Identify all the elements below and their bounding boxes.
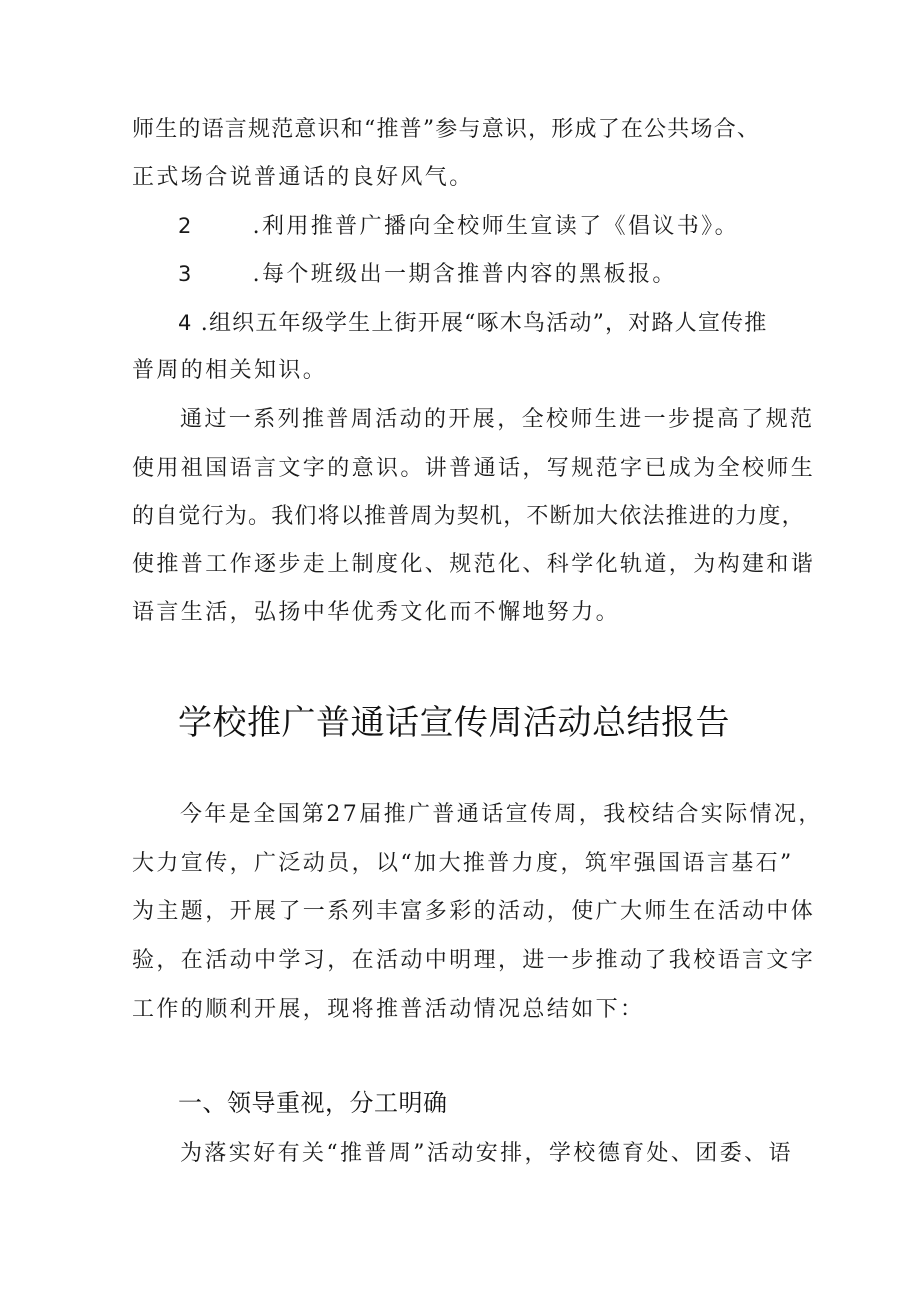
- paragraph-line: 师生的语言规范意识和“推普”参与意识，形成了在公共场合、: [132, 117, 761, 142]
- paragraph-line: 为落实好有关“推普周”活动安排，学校德育处、团委、语: [180, 1141, 793, 1166]
- list-item-number: 4: [178, 311, 193, 335]
- paragraph-line: 今年是全国第27届推广普通话宣传周，我校结合实际情况，: [180, 802, 823, 827]
- paragraph-line: 使推普工作逐步走上制度化、规范化、科学化轨道，为构建和谐: [132, 552, 816, 577]
- list-item-number: 2: [178, 214, 194, 238]
- paragraph-line: 正式场合说普通话的良好风气。: [132, 165, 474, 190]
- section-heading: 一、领导重视，分工明确: [178, 1089, 448, 1117]
- list-item-number: 3: [178, 262, 194, 286]
- list-item-text: .组织五年级学生上街开展“啄木鸟活动”，对路人宣传推: [200, 311, 768, 336]
- list-item: [178, 308, 767, 339]
- paragraph-line: 验，在活动中学习，在活动中明理，进一步推动了我校语言文字: [132, 948, 816, 973]
- page-title: 学校推广普通话宣传周活动总结报告: [178, 703, 730, 743]
- paragraph-line: 大力宣传，广泛动员，以“加大推普力度，筑牢强国语言基石”: [132, 851, 794, 876]
- paragraph-line: 的自觉行为。我们将以推普周为契机，不断加大依法推进的力度，: [132, 504, 805, 529]
- list-item-text: .每个班级出一期含推普内容的黑板报。: [252, 262, 677, 287]
- paragraph-line: 使用祖国语言文字的意识。讲普通话，写规范字已成为全校师生: [132, 456, 816, 481]
- list-item-text: .利用推普广播向全校师生宣读了《倡议书》。: [252, 214, 739, 239]
- paragraph-line: 为主题，开展了一系列丰富多彩的活动，使广大师生在活动中体: [132, 899, 816, 924]
- list-item: [178, 259, 677, 290]
- paragraph-line: 通过一系列推普周活动的开展，全校师生进一步提高了规范: [180, 407, 815, 432]
- paragraph-line: 工作的顺利开展，现将推普活动情况总结如下：: [132, 997, 645, 1022]
- list-item: [178, 211, 739, 242]
- paragraph-line: 语言生活，弘扬中华优秀文化而不懈地努力。: [132, 600, 621, 625]
- paragraph-line: 普周的相关知识。: [132, 358, 328, 383]
